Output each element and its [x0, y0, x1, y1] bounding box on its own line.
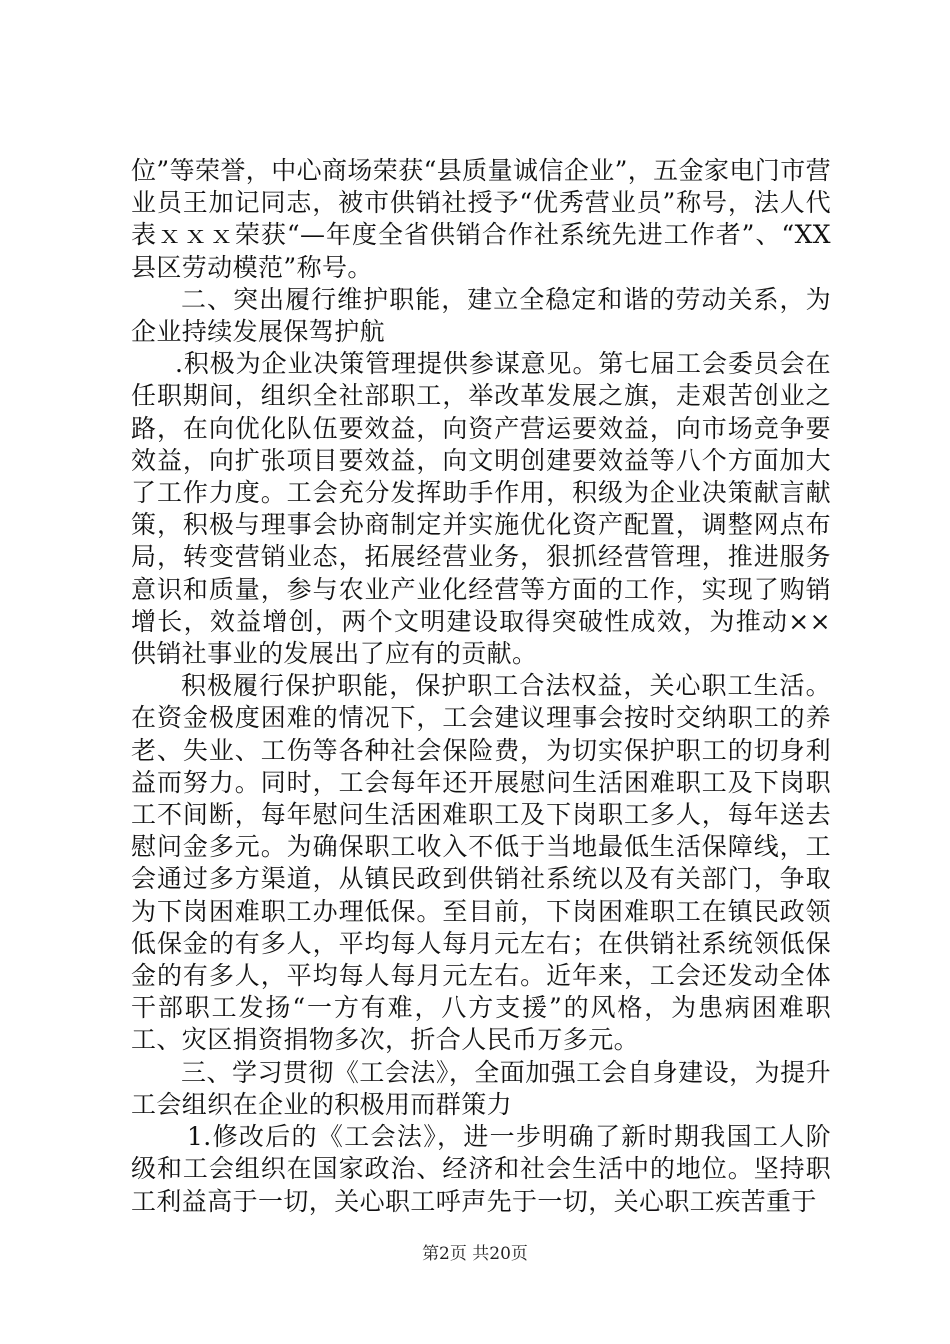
page-footer: 第2页 共20页 [422, 1244, 528, 1264]
section-heading-3: 三、学习贯彻《工会法》，全面加强工会自身建设，为提升工会组织在企业的积极用而群策力 [131, 1057, 831, 1119]
paragraph-union-law: 1.修改后的《工会法》，进一步明确了新时期我国工人阶级和工会组织在国家政治、经济和社会生活中的地位。坚持职工利益高于一切，关心职工呼声先于一切，关心职工疾苦重于 [131, 1122, 831, 1216]
paragraph-honors: 位”等荣誉，中心商场荣获“县质量诚信企业”，五金家电门市营业员王加记同志，被市供销社授予“优秀营业员”称号，法人代表ｘｘｘ荣获“—年度全省供销合作社系统先进工作者”、“XX县区劳动模范”称号。 [131, 156, 831, 282]
paragraph-protection: 积极履行保护职能，保护职工合法权益，关心职工生活。在资金极度困难的情况下，工会建议理事会按时交纳职工的养老、失业、工伤等各种社会保险费，为切实保护职工的切身利益而努力。同时，工会每年还开展慰问生活困难职工及下岗职工不间断，每年慰问生活困难职工及下岗职工多人，每年送去慰问金多元。为确保职工收入不低于当地最低生活保障线，工会通过多方渠道，从镇民政到供销社系统以及有关部门，争取为下岗困难职工办理低保。至目前，下岗困难职工在镇民政领低保金的有多人，平均每人每月元左右；在供销社系统领低保金的有多人，平均每人每月元左右。近年来，工会还发动全体干部职工发扬“一方有难，八方支援”的风格，为患病困难职工、灾区捐资捐物多次，折合人民币万多元。 [131, 671, 831, 1055]
document-body [131, 155, 831, 1218]
section-heading-2: 二、突出履行维护职能，建立全稳定和谐的劳动关系，为企业持续发展保驾护航 [131, 284, 831, 347]
paragraph-decision-advice: .积极为企业决策管理提供参谋意见。第七届工会委员会在任职期间，组织全社部职工，举改革发展之旗，走艰苦创业之路，在向优化队伍要效益，向资产营运要效益，向市场竞争要效益，向扩张项目要效益，向文明创建要效益等八个方面加大了工作力度。工会充分发挥助手作用，积级为企业决策献言献策，积极与理事会协商制定并实施优化资产配置，调整网点布局，转变营销业态，拓展经营业务，狠抓经营管理，推进服务意识和质量，参与农业产业化经营等方面的工作，实现了购销增长，效益增创，两个文明建设取得突破性成效，为推动××供销社事业的发展出了应有的贡献。 [131, 349, 831, 669]
